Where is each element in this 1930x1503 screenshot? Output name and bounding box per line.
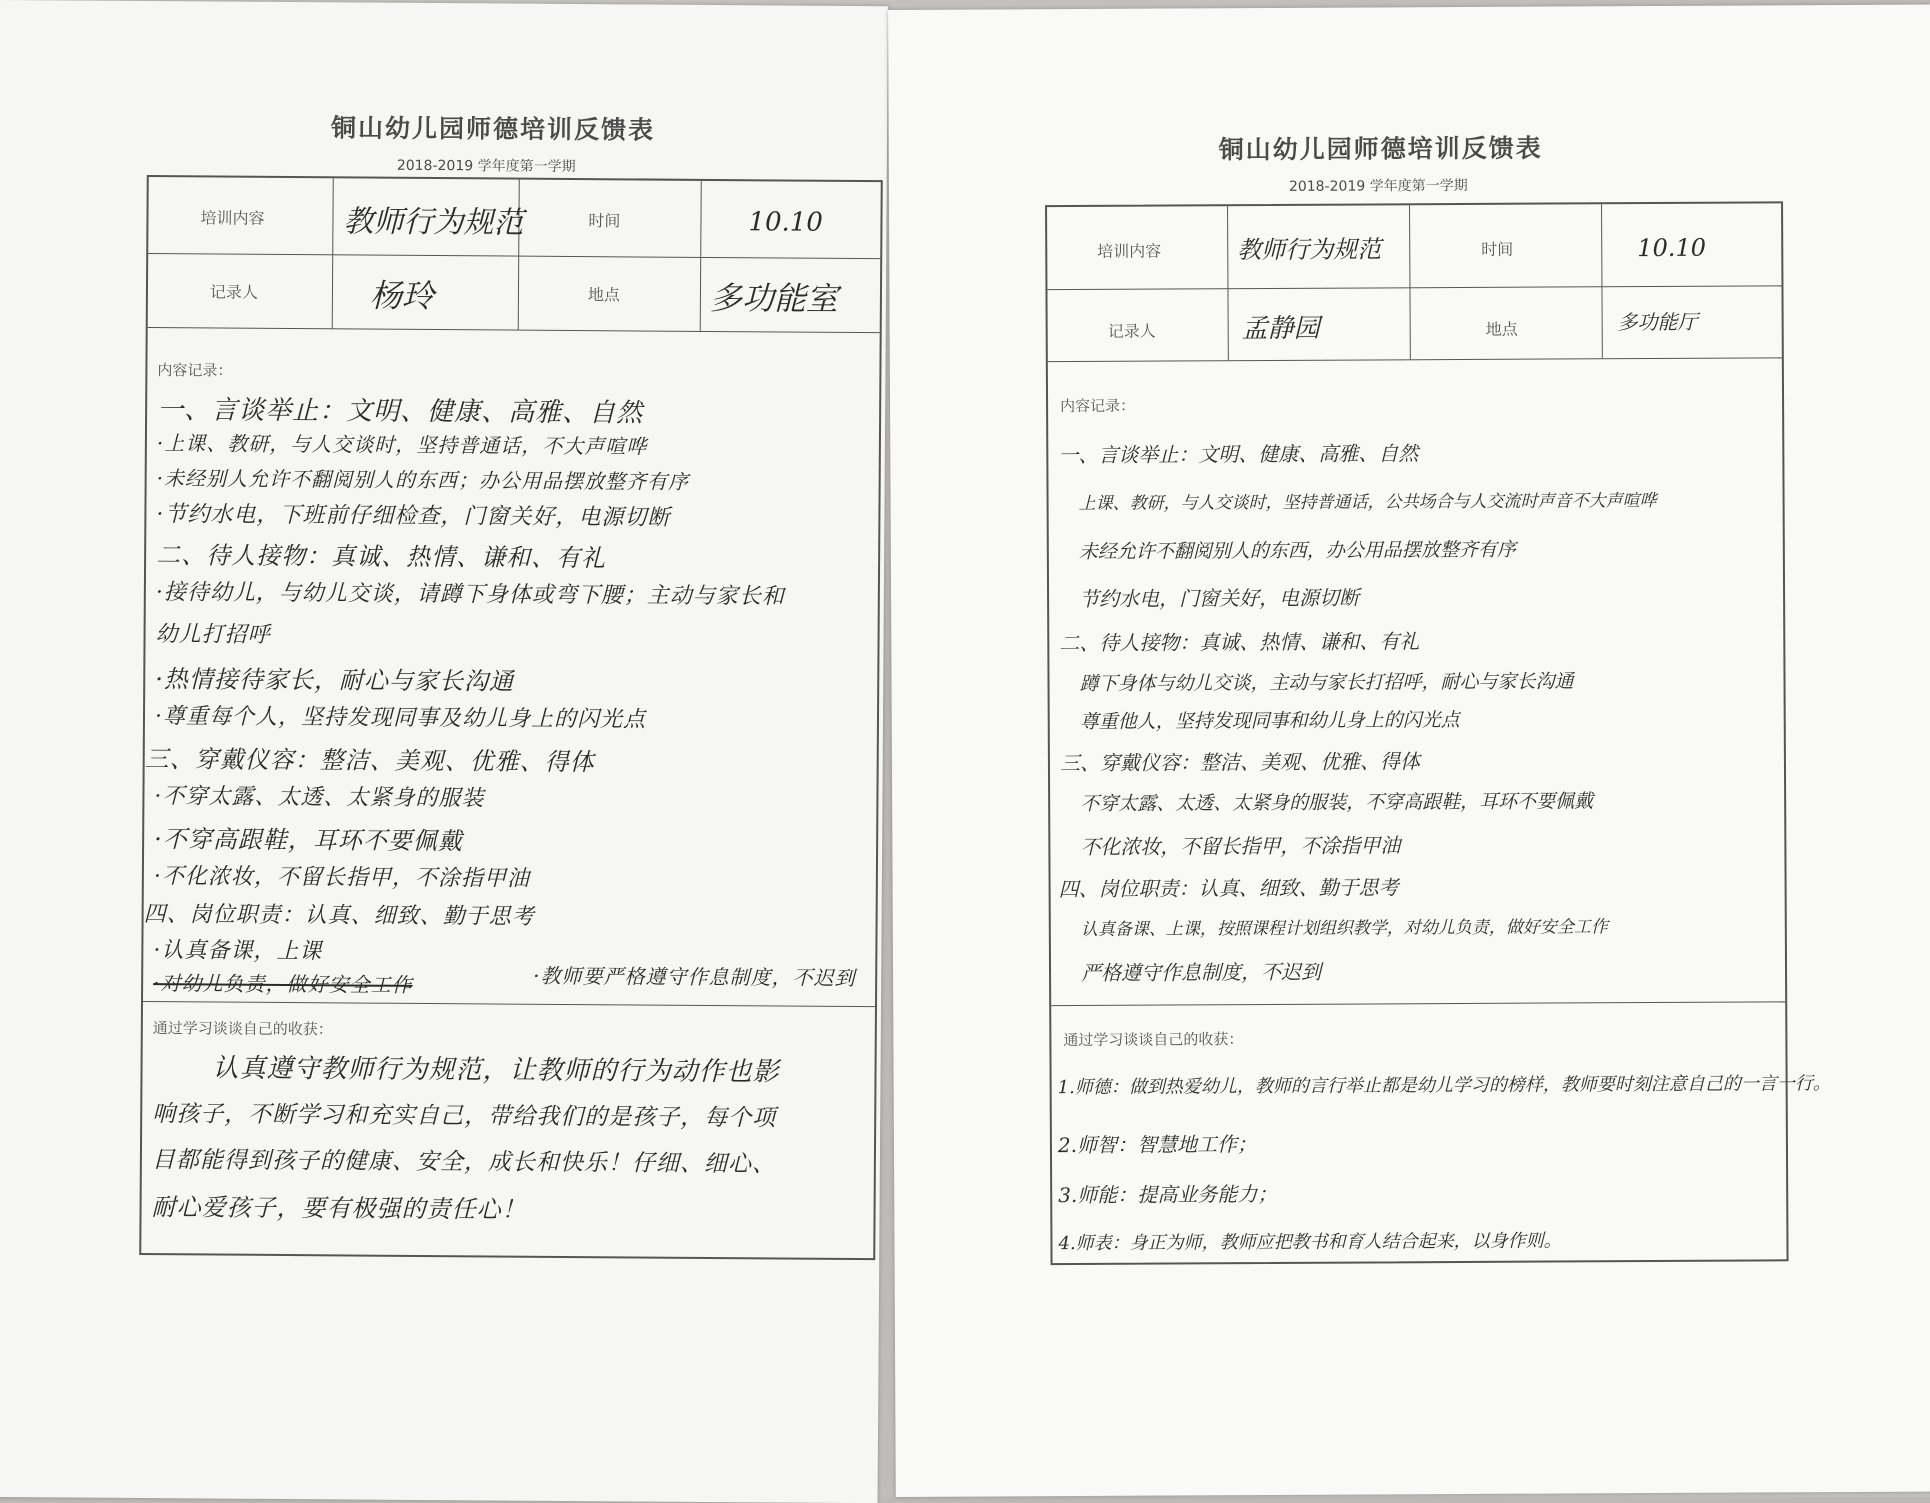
record-line: ·教师要严格遵守作息制度，不迟到 [533,963,856,990]
record-line: 上课、教研，与人交谈时，坚持普通话，公共场合与人交流时声音不大声喧哗 [1078,490,1657,515]
value-recorder: 杨玲 [369,276,435,316]
label-location: 地点 [1485,319,1518,339]
record-line: 尊重他人，坚持发现同事和幼儿身上的闪光点 [1079,709,1460,734]
record-line: 三、穿戴仪容：整洁、美观、优雅、得体 [1059,749,1421,776]
record-line: 一、言谈举止：文明、健康、高雅、自然 [1058,441,1419,468]
section-divider [143,1001,875,1007]
form-term: 2018-2019 学年度第一学期 [396,157,576,176]
record-line: ·尊重每个人，坚持发现同事及幼儿身上的闪光点 [154,704,647,733]
record-line: 节约水电，门窗关好，电源切断 [1079,585,1360,612]
header-row-2 [1047,285,1781,362]
record-line: 三、穿戴仪容：整洁、美观、优雅、得体 [144,745,595,777]
harvest-line: 耐心爱孩子，要有极强的责任心！ [151,1193,527,1224]
form-table [139,175,883,1260]
record-line: 四、岗位职责：认真、细致、勤于思考 [143,902,535,930]
record-line: ·不化浓妆，不留长指甲，不涂指甲油 [153,864,530,892]
record-line: 一、言谈举止：文明、健康、高雅、自然 [157,395,644,429]
label-harvest: 通过学习谈谈自己的收获： [1063,1030,1244,1050]
record-line: 二、待人接物：真诚、热情、谦和、有礼 [1059,629,1420,656]
record-line: ·未经别人允许不翻阅别人的东西；办公用品摆放整齐有序 [156,466,690,494]
value-location: 多功能厅 [1617,309,1698,335]
header-row-1 [1047,203,1781,290]
record-line: 认真备课、上课，按照课程计划组织教学，对幼儿负责，做好安全工作 [1080,917,1608,941]
harvest-line: 响孩子，不断学习和充实自己，带给我们的是孩子，每个项 [152,1101,777,1132]
header-row-1 [148,177,881,259]
form-title: 铜山幼儿园师德培训反馈表 [1218,133,1543,165]
value-time: 10.10 [1637,233,1707,263]
label-recorder: 记录人 [209,282,259,302]
harvest-line: 目都能得到孩子的健康、安全，成长和快乐！仔细、细心、 [151,1147,776,1178]
value-recorder: 孟静园 [1241,313,1320,345]
label-time: 时间 [1481,239,1514,259]
form-title: 铜山幼儿园师德培训反馈表 [331,113,656,145]
record-line-struck: ·对幼儿负责，做好安全工作 [153,971,413,997]
feedback-form-sheet-right [888,5,1930,1497]
harvest-line: 3.师能：提高业务能力； [1058,1181,1278,1208]
record-line: ·不穿高跟鞋，耳环不要佩戴 [154,825,463,856]
record-line: 四、岗位职责：认真、细致、勤于思考 [1058,875,1399,902]
record-line: 二、待人接物：真诚、热情、谦和、有礼 [156,541,607,573]
harvest-line: 1.师德：做到热爱幼儿，教师的言行举止都是幼儿学习的榜样，教师要时刻注意自己的一言一行。 [1057,1073,1831,1099]
harvest-line: 2.师智：智慧地工作； [1057,1132,1258,1158]
record-line: ·上课、教研，与人交谈时，坚持普通话，不大声喧哗 [156,431,648,459]
record-line: 幼儿打招呼 [155,622,271,648]
form-term: 2018-2019 学年度第一学期 [1288,177,1468,195]
record-line: ·节约水电，下班前仔细检查，门窗关好，电源切断 [156,502,671,531]
value-time: 10.10 [748,207,824,238]
label-time: 时间 [588,211,621,231]
harvest-line: 4.师表：身正为师，教师应把教书和育人结合起来，以身作则。 [1058,1230,1562,1255]
record-line: 不化浓妆，不留长指甲，不涂指甲油 [1080,833,1401,860]
label-location: 地点 [587,285,621,305]
record-line: 蹲下身体与幼儿交谈，主动与家长打招呼，耐心与家长沟通 [1079,670,1574,696]
harvest-line: 认真遵守教师行为规范，让教师的行为动作也影 [212,1053,780,1088]
label-training-content: 培训内容 [1097,241,1162,261]
feedback-form-sheet-left [0,0,888,1503]
label-content-record: 内容记录： [157,361,233,380]
record-line: ·认真备课，上课 [153,938,323,965]
section-divider [1051,1001,1785,1006]
value-location: 多功能室 [709,278,839,318]
record-line: ·接待幼儿，与幼儿交谈，请蹲下身体或弯下腰；主动与家长和 [155,580,785,610]
record-line: ·不穿太露、太透、太紧身的服装 [154,784,485,812]
record-line: 未经允许不翻阅别人的东西，办公用品摆放整齐有序 [1078,538,1516,564]
label-recorder: 记录人 [1107,321,1156,341]
label-content-record: 内容记录： [1060,396,1136,416]
label-training-content: 培训内容 [200,208,265,228]
record-line: 严格遵守作息制度，不迟到 [1080,959,1322,986]
header-row-2 [148,253,881,333]
value-training-content: 教师行为规范 [343,204,524,241]
value-training-content: 教师行为规范 [1237,235,1382,265]
record-line: 不穿太露、太透、太紧身的服装，不穿高跟鞋，耳环不要佩戴 [1080,790,1594,816]
form-table [1045,201,1831,1265]
record-line: ·热情接待家长，耐心与家长沟通 [155,665,514,696]
label-harvest: 通过学习谈谈自己的收获： [152,1019,333,1039]
